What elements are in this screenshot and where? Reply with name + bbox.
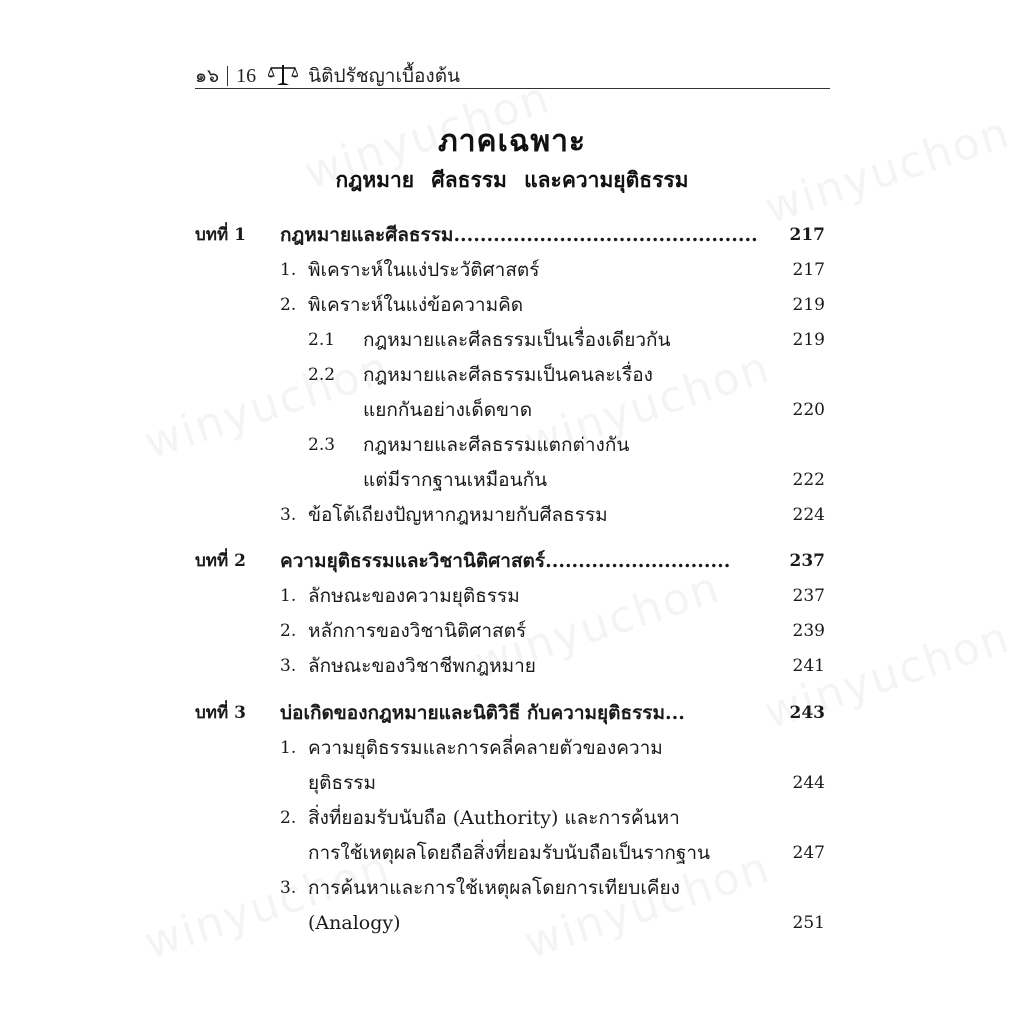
toc-item[interactable] xyxy=(195,290,825,320)
page-number: 16 xyxy=(236,65,257,87)
item-title: ความยุติธรรมและการคลี่คลายตัวของความ xyxy=(308,737,663,759)
toc-item[interactable] xyxy=(195,651,825,681)
toc-item-continued[interactable] xyxy=(195,838,825,868)
toc-item[interactable] xyxy=(195,873,825,903)
running-head xyxy=(195,60,830,88)
toc-item-continued[interactable] xyxy=(195,768,825,798)
page-ref: 219 xyxy=(792,330,825,350)
page-ref: 243 xyxy=(789,703,825,723)
item-title: พิเคราะห์ในแง่ประวัติศาสตร์ xyxy=(308,259,540,281)
item-title-continued: ยุติธรรม xyxy=(308,772,377,794)
item-title: ลักษณะของวิชาชีพกฎหมาย xyxy=(308,655,536,677)
item-title: กฎหมายและศีลธรรมแตกต่างกัน xyxy=(363,434,630,456)
item-title: สิ่งที่ยอมรับนับถือ (Authority) และการค้นหา xyxy=(308,807,680,829)
page-ref: 237 xyxy=(789,551,825,571)
item-number: 3. xyxy=(280,505,297,525)
page-ref: 247 xyxy=(792,843,825,863)
item-number: 1. xyxy=(280,260,297,280)
scales-of-justice-icon xyxy=(268,64,298,86)
book-title: นิติปรัชญาเบื้องต้น xyxy=(308,65,461,87)
toc-subitem-continued[interactable] xyxy=(195,465,825,495)
page-ref: 224 xyxy=(792,505,825,525)
part-title: ภาคเฉพาะ xyxy=(437,124,587,159)
toc-subitem[interactable] xyxy=(195,325,825,355)
page-ref: 217 xyxy=(789,225,825,245)
item-title-continued: แต่มีรากฐานเหมือนกัน xyxy=(363,469,548,491)
chapter-title: บ่อเกิดของกฎหมายและนิติวิธี กับความยุติธรรม... xyxy=(280,702,685,724)
page-ref: 241 xyxy=(792,656,825,676)
chapter-label: บทที่ 2 xyxy=(195,551,246,571)
toc-item-continued[interactable] xyxy=(195,908,825,938)
item-number: 1. xyxy=(280,586,297,606)
item-number: 2. xyxy=(280,621,297,641)
item-title: พิเคราะห์ในแง่ข้อความคิด xyxy=(308,294,524,316)
chapter-title: กฎหมายและศีลธรรม.............................................. xyxy=(280,224,758,246)
toc-item[interactable] xyxy=(195,803,825,833)
toc-item[interactable] xyxy=(195,255,825,285)
toc-item[interactable] xyxy=(195,581,825,611)
toc-chapter-2[interactable] xyxy=(195,546,825,576)
item-title: กฎหมายและศีลธรรมเป็นเรื่องเดียวกัน xyxy=(363,329,671,351)
page-ref: 237 xyxy=(792,586,825,606)
part-subtitle: กฎหมาย ศีลธรรม และความยุติธรรม xyxy=(335,167,689,192)
toc-item[interactable] xyxy=(195,733,825,763)
page-number-thai: ๑๖ xyxy=(195,65,220,87)
toc-item[interactable] xyxy=(195,500,825,530)
chapter-label: บทที่ 3 xyxy=(195,703,246,723)
toc-subitem[interactable] xyxy=(195,430,825,460)
item-number: 2.2 xyxy=(308,365,336,385)
item-number: 1. xyxy=(280,738,297,758)
item-title: ลักษณะของความยุติธรรม xyxy=(308,585,520,607)
toc-item[interactable] xyxy=(195,616,825,646)
page-ref: 239 xyxy=(792,621,825,641)
item-title-continued: การใช้เหตุผลโดยถือสิ่งที่ยอมรับนับถือเป็นรากฐาน xyxy=(308,842,711,864)
item-title: กฎหมายและศีลธรรมเป็นคนละเรื่อง xyxy=(363,364,653,386)
item-number: 3. xyxy=(280,656,297,676)
toc-subitem[interactable] xyxy=(195,360,825,390)
header-rule xyxy=(195,88,830,89)
page-ref: 219 xyxy=(792,295,825,315)
page-ref: 220 xyxy=(792,400,825,420)
page-ref: 217 xyxy=(792,260,825,280)
item-number: 2. xyxy=(280,295,297,315)
page-ref: 244 xyxy=(792,773,825,793)
item-title: ข้อโต้เถียงปัญหากฎหมายกับศีลธรรม xyxy=(308,504,608,526)
page-ref: 222 xyxy=(792,470,825,490)
item-number: 3. xyxy=(280,878,297,898)
toc-chapter-3[interactable] xyxy=(195,698,825,728)
page-ref: 251 xyxy=(792,913,825,933)
item-title-continued: แยกกันอย่างเด็ดขาด xyxy=(363,399,533,421)
toc-chapter-1[interactable] xyxy=(195,220,825,250)
chapter-title: ความยุติธรรมและวิชานิติศาสตร์............................ xyxy=(280,550,731,572)
item-number: 2. xyxy=(280,808,297,828)
item-number: 2.1 xyxy=(308,330,336,350)
item-number: 2.3 xyxy=(308,435,336,455)
item-title: การค้นหาและการใช้เหตุผลโดยการเทียบเคียง xyxy=(308,877,680,899)
header-separator xyxy=(227,66,228,86)
chapter-label: บทที่ 1 xyxy=(195,225,246,245)
item-title-continued: (Analogy) xyxy=(308,912,401,934)
item-title: หลักการของวิชานิติศาสตร์ xyxy=(308,620,527,642)
toc-subitem-continued[interactable] xyxy=(195,395,825,425)
